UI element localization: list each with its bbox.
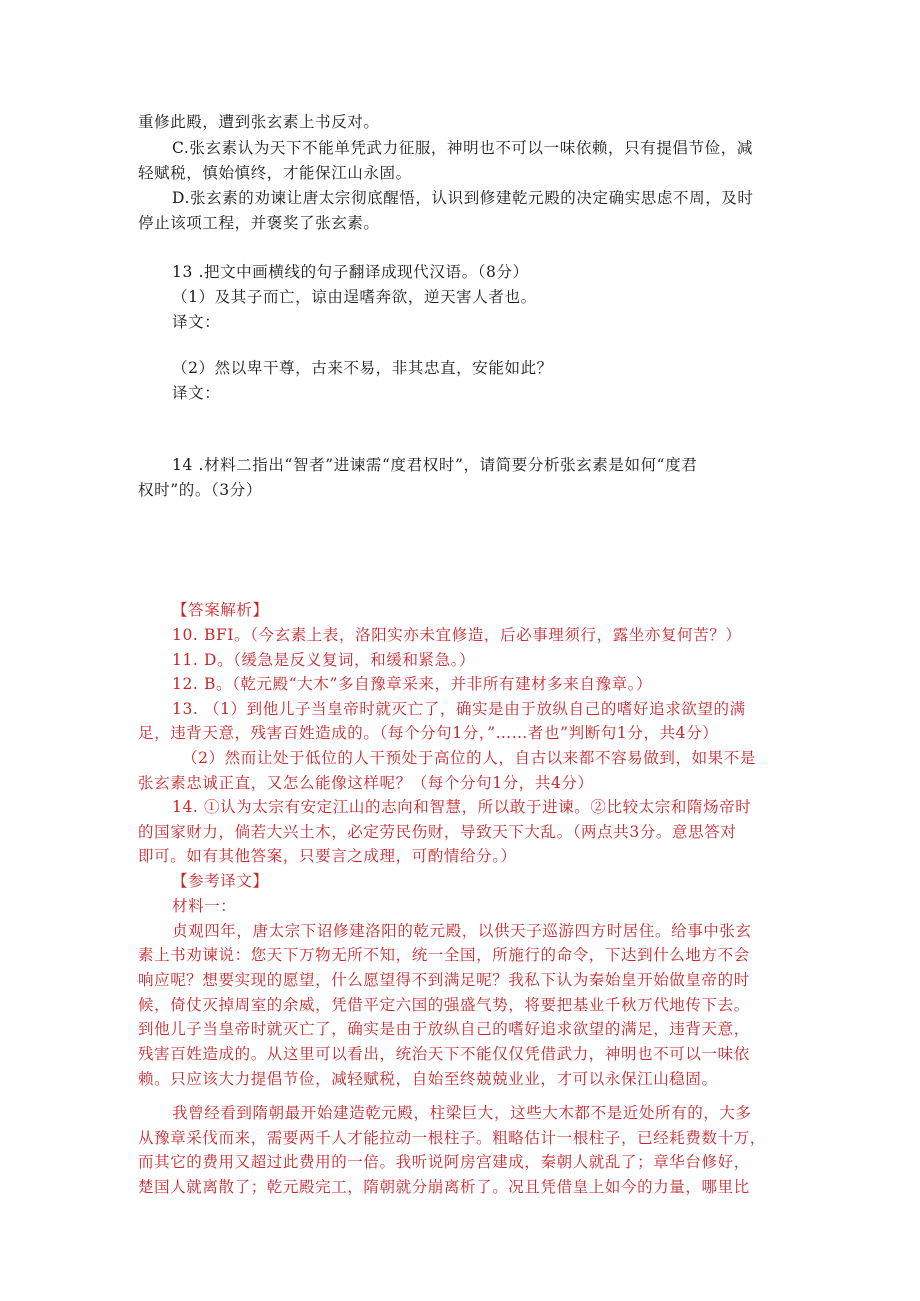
translation-p1-line7: 赖。只应该大力提倡节俭，减轻赋税，自始至终兢兢业业，才可以永保江山稳固。 <box>138 1070 718 1088</box>
translation-heading: 【参考译文】 <box>172 872 269 890</box>
translation-p2-line4: 楚国人就离散了；乾元殿完工，隋朝就分崩离析了。况且凭借皇上如今的力量，哪里比 <box>138 1178 750 1196</box>
answer-14-line2: 的国家财力，倘若大兴土木，必定劳民伤财，导致天下大乱。（两点共3分。意思答对 <box>138 823 737 841</box>
answer-13-1-line2: 足，违背天意，残害百姓造成的。（每个分句1分，”……者也”判断句1分，共4分） <box>138 724 719 742</box>
translation-material-label: 材料一： <box>172 897 237 915</box>
q13-translation-label-2: 译文： <box>172 384 221 402</box>
translation-p1-line1: 贞观四年，唐太宗下诏修建洛阳的乾元殿，以供天子巡游四方时居住。给事中张玄 <box>172 922 752 940</box>
translation-p1-line2: 素上书劝谏说：您天下万物无所不知，统一全国，所施行的命令，下达到什么地方不会 <box>138 946 750 964</box>
q13-translation-label-1: 译文： <box>172 313 221 331</box>
translation-p2-line1: 我曾经看到隋朝最开始建造乾元殿，柱梁巨大，这些大木都不是近处所有的，大多 <box>172 1104 752 1122</box>
answer-13-1-line1: 13. （1）到他儿子当皇帝时就灭亡了，确实是由于放纵自己的嗜好追求欲望的满 <box>172 700 746 718</box>
q13-sentence-2: （2）然以卑干尊，古来不易，非其忠直，安能如此？ <box>172 359 553 377</box>
answer-14-line1: 14. ①认为太宗有安定江山的志向和智慧，所以敢于进谏。②比较太宗和隋炀帝时 <box>172 798 752 816</box>
answers-heading: 【答案解析】 <box>172 601 269 619</box>
q12-option-d-line2: 停止该项工程，并褒奖了张玄素。 <box>138 214 380 232</box>
q12-option-c-line2: 轻赋税，慎始慎终，才能保江山永固。 <box>138 164 412 182</box>
q14-line1: 14 .材料二指出“智者”进谏需“度君权时”，请简要分析张玄素是如何“度君 <box>172 456 698 474</box>
translation-p2-line2: 从豫章采伐而来，需要两千人才能拉动一根柱子。粗略估计一根柱子，已经耗费数十万， <box>138 1129 766 1147</box>
answer-11: 11. D。（缓急是反义复词，和缓和紧急。） <box>172 651 476 669</box>
translation-p1-line4: 候，倚仗灭掉周室的余威，凭借平定六国的强盛气势，将要把基业千秋万代地传下去。 <box>138 996 750 1014</box>
translation-p1-line3: 响应呢？想要实现的愿望，什么愿望得不到满足呢？我私下认为秦始皇开始做皇帝的时 <box>138 971 750 989</box>
answer-12: 12. B。（乾元殿“大木”多自豫章采来，并非所有建材多来自豫章。） <box>172 675 653 693</box>
answer-10: 10. BFI。（今玄素上表，洛阳实亦未宜修造，后必事理须行，露坐亦复何苦？） <box>172 626 742 644</box>
q14-line2: 权时”的。（3分） <box>138 481 262 499</box>
answer-13-2-line2: 张玄素忠诚正直，又怎么能像这样呢？（每个分句1分，共4分） <box>138 774 594 792</box>
translation-p2-line3: 而其它的费用又超过此费用的一倍。我听说阿房宫建成，秦朝人就乱了；章华台修好， <box>138 1153 750 1171</box>
translation-p1-line5: 到他儿子当皇帝时就灭亡了，确实是由于放纵自己的嗜好追求欲望的满足，违背天意， <box>138 1020 750 1038</box>
q12-option-c-line1: C.张玄素认为天下不能单凭武力征服，神明也不可以一味依赖，只有提倡节俭，减 <box>172 139 753 157</box>
answer-14-line3: 即可。如有其他答案，只要言之成理，可酌情给分。） <box>138 847 517 865</box>
answer-13-2-line1: （2）然而让处于低位的人干预处于高位的人，自古以来都不容易做到，如果不是 <box>182 749 756 767</box>
translation-p1-line6: 残害百姓造成的。从这里可以看出，统治天下不能仅仅凭借武力，神明也不可以一味依 <box>138 1045 750 1063</box>
q13-sentence-1: （1）及其子而亡，谅由逞嗜奔欲，逆天害人者也。 <box>172 288 537 306</box>
q13-title: 13 .把文中画横线的句子翻译成现代汉语。（8分） <box>172 263 529 281</box>
q12-option-b-tail: 重修此殿，遭到张玄素上书反对。 <box>138 113 380 131</box>
q12-option-d-line1: D.张玄素的劝谏让唐太宗彻底醒悟，认识到修建乾元殿的决定确实思虑不周，及时 <box>172 189 754 207</box>
